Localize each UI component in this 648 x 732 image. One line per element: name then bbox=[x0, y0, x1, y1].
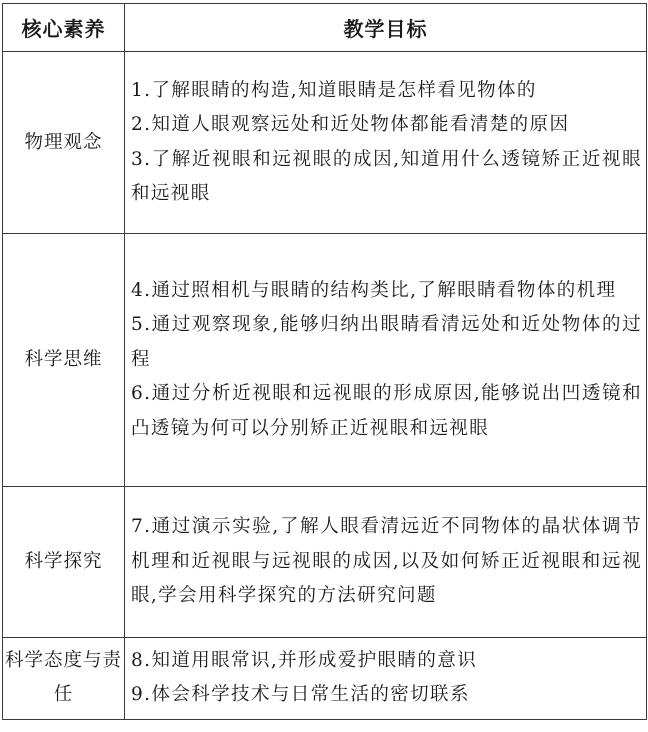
table-row bbox=[3, 487, 647, 638]
goal-item: 7.通过演示实验,了解人眼看清远近不同物体的晶状体调节机理和近视眼与远视眼的成因,以及如何矫正近视眼和远视眼,学会用科学探究的方法研究问题 bbox=[131, 516, 642, 607]
goal-item: 8.知道用眼常识,并形成爱护眼睛的意识 bbox=[131, 650, 478, 671]
table-row bbox=[3, 234, 647, 487]
goal-item: 4.通过照相机与眼睛的结构类比,了解眼睛看物体的机理 bbox=[131, 279, 617, 301]
goal-item: 5.通过观察现象,能够归纳出眼睛看清远处和近处物体的过程 bbox=[131, 314, 642, 370]
goal-item: 1.了解眼睛的构造,知道眼睛是怎样看见物体的 bbox=[131, 79, 537, 101]
table-row bbox=[3, 638, 647, 720]
category-cell: 科学思维 bbox=[3, 234, 125, 487]
curriculum-goals-table bbox=[2, 3, 647, 720]
goal-item: 6.通过分析近视眼和远视眼的形成原因,能够说出凹透镜和凸透镜为何可以分别矫正近视眼和远视眼 bbox=[131, 383, 642, 439]
goal-item: 9.体会科学技术与日常生活的密切联系 bbox=[131, 684, 470, 706]
table-row bbox=[3, 52, 647, 234]
goals-cell bbox=[125, 234, 647, 487]
category-cell: 科学态度与责任 bbox=[3, 638, 125, 720]
goals-cell bbox=[125, 638, 647, 720]
goal-item: 2.知道人眼观察远处和近处物体都能看清楚的原因 bbox=[131, 114, 570, 136]
category-cell: 物理观念 bbox=[3, 52, 125, 234]
goal-item: 3.了解近视眼和远视眼的成因,知道用什么透镜矫正近视眼和远视眼 bbox=[131, 148, 642, 204]
goals-cell bbox=[125, 52, 647, 234]
header-teaching-goals: 教学目标 bbox=[125, 4, 647, 52]
table-header-row bbox=[3, 4, 647, 52]
category-cell: 科学探究 bbox=[3, 487, 125, 638]
header-core-literacy: 核心素养 bbox=[3, 4, 125, 52]
goals-cell bbox=[125, 487, 647, 638]
